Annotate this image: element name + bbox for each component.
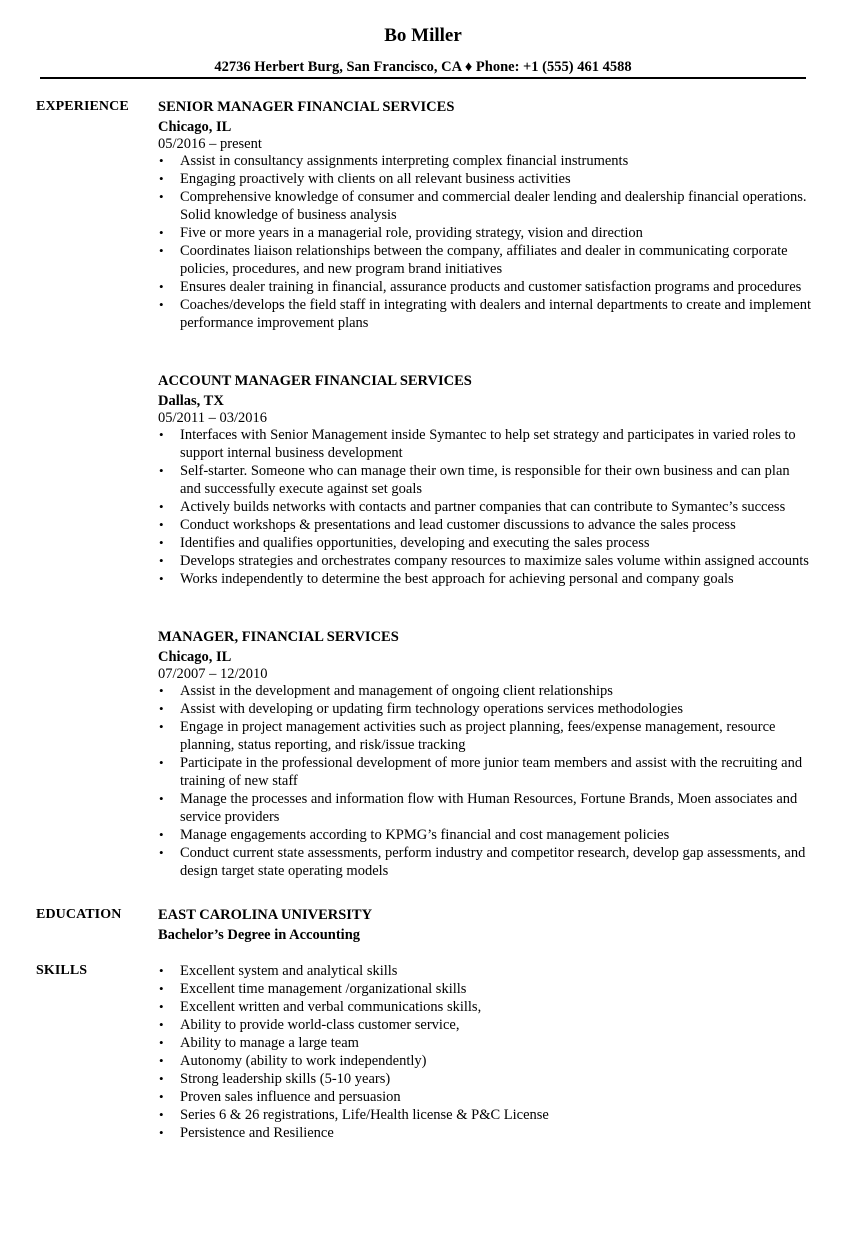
bullet-icon: • xyxy=(159,1089,164,1104)
bullet-text: Comprehensive knowledge of consumer and commercial dealer lending and dealership financial operations. Solid knowledge of business analysis xyxy=(180,189,807,223)
job-location: Chicago, IL xyxy=(158,119,232,135)
list-item xyxy=(158,498,813,516)
skill-text: Proven sales influence and persuasion xyxy=(180,1089,401,1105)
bullet-icon: • xyxy=(159,297,164,312)
list-item xyxy=(158,552,813,570)
bullet-text: Manage the processes and information flow with Human Resources, Fortune Brands, Moen associates and service providers xyxy=(180,791,798,825)
list-item xyxy=(158,188,813,224)
education-section-label: EDUCATION xyxy=(36,907,122,922)
bullet-icon: • xyxy=(159,845,164,860)
list-item xyxy=(158,998,813,1016)
bullet-text: Self-starter. Someone who can manage their own time, is responsible for their own business and can plan and successfully execute against set goals xyxy=(180,463,790,497)
list-item xyxy=(158,224,813,242)
skill-text: Series 6 & 26 registrations, Life/Health license & P&C License xyxy=(180,1107,549,1123)
job-location: Dallas, TX xyxy=(158,393,224,409)
list-item xyxy=(158,426,813,462)
list-item xyxy=(158,1034,813,1052)
education-entry xyxy=(158,906,813,944)
bullet-text: Engage in project management activities such as project planning, fees/expense management, resource planning, status reporting, and risk/issue tracking xyxy=(180,719,776,753)
bullet-icon: • xyxy=(159,553,164,568)
skill-text: Autonomy (ability to work independently) xyxy=(180,1053,427,1069)
bullet-text: Actively builds networks with contacts and partner companies that can contribute to Symantec’s success xyxy=(180,499,786,515)
list-item xyxy=(158,1088,813,1106)
list-item xyxy=(158,844,813,880)
school-name: EAST CAROLINA UNIVERSITY xyxy=(158,907,373,923)
job-dates: 05/2011 – 03/2016 xyxy=(158,410,268,426)
list-item xyxy=(158,1124,813,1142)
experience-section-label: EXPERIENCE xyxy=(36,99,129,114)
bullet-icon: • xyxy=(159,427,164,442)
bullet-icon: • xyxy=(159,999,164,1014)
skill-text: Ability to provide world-class customer service, xyxy=(180,1017,460,1033)
job-dates: 07/2007 – 12/2010 xyxy=(158,666,268,682)
bullet-icon: • xyxy=(159,279,164,294)
degree: Bachelor’s Degree in Accounting xyxy=(158,927,361,943)
list-item xyxy=(158,534,813,552)
skills-entry xyxy=(158,962,813,1142)
bullet-icon: • xyxy=(159,1053,164,1068)
bullet-text: Engaging proactively with clients on all relevant business activities xyxy=(180,171,571,187)
bullet-icon: • xyxy=(159,535,164,550)
bullet-icon: • xyxy=(159,827,164,842)
header-divider xyxy=(40,77,806,79)
list-item xyxy=(158,278,813,296)
bullet-icon: • xyxy=(159,225,164,240)
bullet-icon: • xyxy=(159,153,164,168)
bullet-text: Assist with developing or updating firm technology operations services methodologies xyxy=(180,701,683,717)
skill-text: Excellent time management /organizational skills xyxy=(180,981,467,997)
job-location: Chicago, IL xyxy=(158,649,232,665)
bullet-icon: • xyxy=(159,791,164,806)
bullet-icon: • xyxy=(159,243,164,258)
list-item xyxy=(158,170,813,188)
list-item xyxy=(158,1016,813,1034)
bullet-text: Five or more years in a managerial role, providing strategy, vision and direction xyxy=(180,225,643,241)
bullet-icon: • xyxy=(159,963,164,978)
job-bullets xyxy=(158,152,813,332)
list-item xyxy=(158,296,813,332)
bullet-icon: • xyxy=(159,1017,164,1032)
bullet-text: Coordinates liaison relationships between the company, affiliates and dealer in communicating corporate policies, procedures, and new program brand initiatives xyxy=(180,243,788,277)
bullet-icon: • xyxy=(159,499,164,514)
bullet-icon: • xyxy=(159,755,164,770)
bullet-text: Coaches/develops the field staff in integrating with dealers and internal departments to create and implement performance improvement plans xyxy=(180,297,812,331)
bullet-icon: • xyxy=(159,981,164,996)
job-title: ACCOUNT MANAGER FINANCIAL SERVICES xyxy=(158,373,472,389)
bullet-icon: • xyxy=(159,1071,164,1086)
bullet-text: Conduct current state assessments, perform industry and competitor research, develop gap assessments, and design target state operating models xyxy=(180,845,806,879)
skill-text: Excellent written and verbal communications skills, xyxy=(180,999,482,1015)
list-item xyxy=(158,962,813,980)
bullet-text: Develops strategies and orchestrates company resources to maximize sales volume within assigned accounts xyxy=(180,553,809,569)
bullet-icon: • xyxy=(159,1107,164,1122)
bullet-text: Conduct workshops & presentations and lead customer discussions to advance the sales process xyxy=(180,517,736,533)
list-item xyxy=(158,980,813,998)
resume-name: Bo Miller xyxy=(384,25,462,46)
bullet-text: Interfaces with Senior Management inside Symantec to help set strategy and participates in varied roles to support internal business development xyxy=(180,427,796,461)
list-item xyxy=(158,1106,813,1124)
skill-text: Excellent system and analytical skills xyxy=(180,963,398,979)
bullet-text: Ensures dealer training in financial, assurance products and customer satisfaction programs and procedures xyxy=(180,279,802,295)
job-entry xyxy=(158,628,813,880)
bullet-text: Participate in the professional development of more junior team members and assist with the recruiting and training of new staff xyxy=(180,755,803,789)
job-title: MANAGER, FINANCIAL SERVICES xyxy=(158,629,399,645)
bullet-text: Works independently to determine the best approach for achieving personal and company goals xyxy=(180,571,734,587)
skills-list xyxy=(158,962,813,1142)
skill-text: Persistence and Resilience xyxy=(180,1125,334,1141)
bullet-icon: • xyxy=(159,701,164,716)
list-item xyxy=(158,754,813,790)
job-bullets xyxy=(158,682,813,880)
job-title: SENIOR MANAGER FINANCIAL SERVICES xyxy=(158,99,455,115)
job-dates: 05/2016 – present xyxy=(158,136,262,152)
list-item xyxy=(158,570,813,588)
bullet-icon: • xyxy=(159,189,164,204)
bullet-icon: • xyxy=(159,683,164,698)
bullet-icon: • xyxy=(159,517,164,532)
list-item xyxy=(158,700,813,718)
list-item xyxy=(158,242,813,278)
bullet-icon: • xyxy=(159,171,164,186)
list-item xyxy=(158,516,813,534)
list-item xyxy=(158,790,813,826)
bullet-icon: • xyxy=(159,719,164,734)
list-item xyxy=(158,718,813,754)
job-entry xyxy=(158,98,813,332)
list-item xyxy=(158,826,813,844)
skills-section-label: SKILLS xyxy=(36,963,88,978)
job-entry xyxy=(158,372,813,588)
bullet-text: Assist in consultancy assignments interpreting complex financial instruments xyxy=(180,153,629,169)
job-bullets xyxy=(158,426,813,588)
skill-text: Strong leadership skills (5-10 years) xyxy=(180,1071,391,1087)
bullet-icon: • xyxy=(159,1125,164,1140)
bullet-text: Manage engagements according to KPMG’s financial and cost management policies xyxy=(180,827,670,843)
bullet-icon: • xyxy=(159,571,164,586)
bullet-icon: • xyxy=(159,1035,164,1050)
list-item xyxy=(158,462,813,498)
list-item xyxy=(158,682,813,700)
list-item xyxy=(158,1052,813,1070)
bullet-text: Assist in the development and management of ongoing client relationships xyxy=(180,683,613,699)
list-item xyxy=(158,1070,813,1088)
skill-text: Ability to manage a large team xyxy=(180,1035,359,1051)
list-item xyxy=(158,152,813,170)
bullet-icon: • xyxy=(159,463,164,478)
bullet-text: Identifies and qualifies opportunities, developing and executing the sales process xyxy=(180,535,650,551)
contact-line: 42736 Herbert Burg, San Francisco, CA ♦ Phone: +1 (555) 461 4588 xyxy=(214,59,632,75)
